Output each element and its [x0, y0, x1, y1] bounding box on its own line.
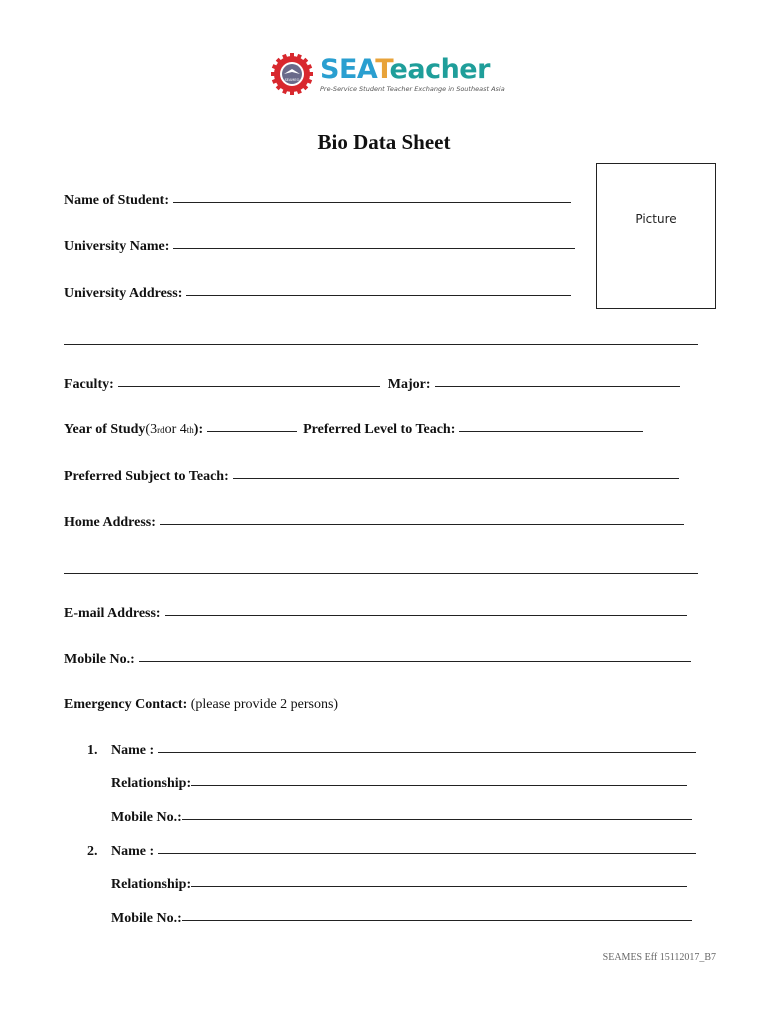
- contact-1-mobile-label: Mobile No.:: [111, 810, 182, 825]
- email-row: [64, 606, 687, 626]
- emergency-contact-note: (please provide 2 persons): [187, 697, 339, 712]
- preferred-subject-row: [64, 469, 679, 489]
- contact-2-name-row: [87, 844, 696, 864]
- home-address-field[interactable]: [160, 523, 684, 525]
- contact-2-relationship-row: [111, 877, 687, 897]
- contact-1-relationship-label: Relationship:: [111, 776, 192, 791]
- name-of-student-row: [64, 193, 571, 213]
- svg-text:SEAMEO: SEAMEO: [284, 78, 300, 82]
- contact-1-relationship-row: [111, 776, 687, 796]
- university-name-label: University Name:: [64, 239, 170, 254]
- contact-2-mobile-field[interactable]: [182, 919, 692, 921]
- contact-2-mobile-label: Mobile No.:: [111, 911, 182, 926]
- contact-1-relationship-field[interactable]: [191, 784, 687, 786]
- picture-label: Picture: [635, 212, 677, 226]
- year-level-row: Year of Study (3 rd or 4 th ): Preferred Level to Teach:: [64, 422, 643, 442]
- logo: [270, 52, 505, 98]
- seameo-gear-seal-icon: [270, 52, 314, 96]
- mobile-label: Mobile No.:: [64, 652, 135, 667]
- home-address-label: Home Address:: [64, 515, 156, 530]
- faculty-major-row: [64, 377, 680, 397]
- preferred-subject-field[interactable]: [233, 477, 679, 479]
- emergency-contact-row: [64, 697, 338, 717]
- contact-1-number: 1.: [87, 743, 98, 758]
- contact-1-name-label: Name :: [111, 743, 155, 758]
- contact-1-mobile-row: [111, 810, 692, 830]
- contact-2-relationship-label: Relationship:: [111, 877, 192, 892]
- preferred-level-label: Preferred Level to Teach:: [303, 422, 456, 437]
- contact-1-name-field[interactable]: [158, 751, 696, 753]
- contact-2-number: 2.: [87, 844, 98, 859]
- form-code-footer: SEAMES Eff 15112017_B7: [602, 952, 716, 963]
- logo-wordmark: SEATeacher: [320, 54, 490, 85]
- university-address-field[interactable]: [186, 294, 571, 296]
- university-name-row: [64, 239, 575, 259]
- year-of-study-label: Year of Study: [64, 422, 146, 437]
- faculty-label: Faculty:: [64, 377, 114, 392]
- picture-box[interactable]: [596, 163, 716, 309]
- home-address-row: [64, 515, 684, 535]
- year-of-study-field[interactable]: [207, 430, 297, 432]
- preferred-subject-label: Preferred Subject to Teach:: [64, 469, 229, 484]
- name-of-student-field[interactable]: [173, 201, 571, 203]
- preferred-level-field[interactable]: [459, 430, 643, 432]
- contact-1-name-row: [87, 743, 696, 763]
- page-title: Bio Data Sheet: [317, 130, 451, 154]
- university-address-row: [64, 286, 571, 306]
- name-of-student-label: Name of Student:: [64, 193, 169, 208]
- major-field[interactable]: [435, 385, 680, 387]
- contact-2-relationship-field[interactable]: [191, 885, 687, 887]
- contact-2-name-label: Name :: [111, 844, 155, 859]
- faculty-field[interactable]: [118, 385, 380, 387]
- university-address-label: University Address:: [64, 286, 183, 301]
- mobile-row: [64, 652, 691, 672]
- email-field[interactable]: [165, 614, 687, 616]
- home-address-continuation-line[interactable]: [64, 573, 698, 574]
- contact-1-mobile-field[interactable]: [182, 818, 692, 820]
- logo-tagline: Pre-Service Student Teacher Exchange in Southeast Asia: [320, 85, 505, 93]
- university-address-continuation-line[interactable]: [64, 344, 698, 345]
- university-name-field[interactable]: [173, 247, 575, 249]
- contact-2-name-field[interactable]: [158, 852, 696, 854]
- major-label: Major:: [387, 377, 431, 392]
- mobile-field[interactable]: [139, 660, 691, 662]
- email-label: E-mail Address:: [64, 606, 161, 621]
- emergency-contact-label: Emergency Contact:: [64, 697, 188, 712]
- contact-2-mobile-row: [111, 911, 692, 931]
